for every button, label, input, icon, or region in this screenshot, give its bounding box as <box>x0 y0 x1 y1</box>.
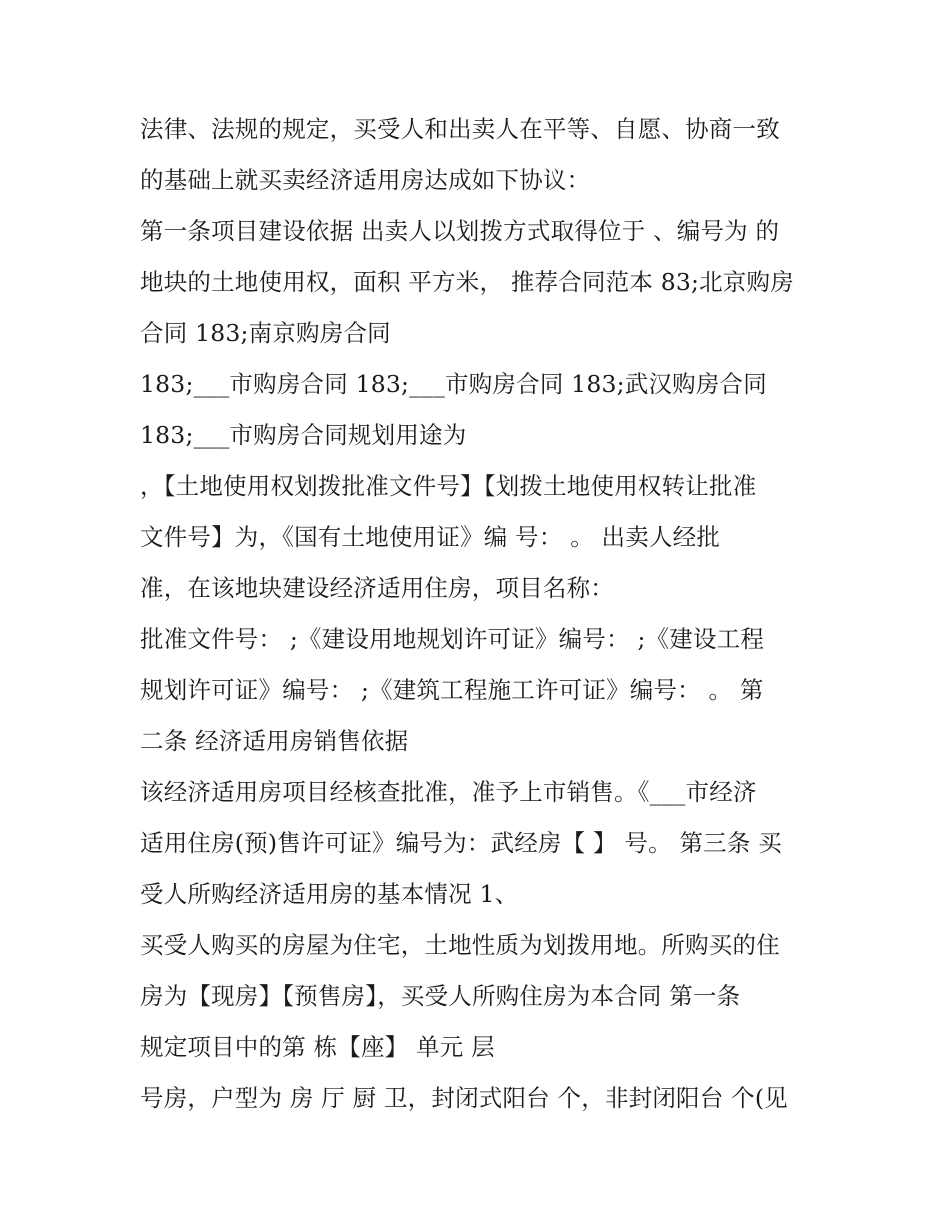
text-line: 批准文件号： ;《建设用地规划许可证》编号： ;《建设工程 <box>140 625 765 653</box>
text-line: 的基础上就买卖经济适用房达成如下协议： <box>140 166 591 194</box>
text-line: 合同 183;南京购房合同 <box>140 319 391 347</box>
text-line: 房为【现房】【预售房】，买受人所购住房为本合同 第一条 <box>140 982 741 1010</box>
text-line: 适用住房(预)售许可证》编号为：武经房【 】 号。 第三条 买 <box>140 829 782 857</box>
text-line: 规定项目中的第 栋【座】 单元 层 <box>140 1033 495 1061</box>
text-line: 183;___市购房合同 183;___市购房合同 183;武汉购房合同 <box>140 370 767 398</box>
text-line: ，【土地使用权划拨批准文件号】【划拨土地使用权转让批准 <box>140 472 757 500</box>
text-line: 地块的土地使用权，面积 平方米， 推荐合同范本 83;北京购房 <box>140 268 794 296</box>
text-line: 准，在该地块建设经济适用住房，项目名称： <box>140 574 614 602</box>
text-line: 二条 经济适用房销售依据 <box>140 727 409 755</box>
text-line: 买受人购买的房屋为住宅，土地性质为划拨用地。所购买的住 <box>140 931 780 959</box>
text-line: 受人所购经济适用房的基本情况 1、 <box>140 880 519 908</box>
text-line: 号房，户型为 房 厅 厨 卫，封闭式阳台 个，非封闭阳台 个(见 <box>140 1084 788 1112</box>
text-line: 法律、法规的规定，买受人和出卖人在平等、自愿、协商一致 <box>140 115 780 143</box>
text-line: 文件号】为，《国有土地使用证》编 号： 。 出卖人经批 <box>140 523 721 551</box>
text-line: 第一条项目建设依据 出卖人以划拨方式取得位于 、编号为 的 <box>140 217 780 245</box>
text-line: 规划许可证》编号： ;《建筑工程施工许可证》编号： 。 第 <box>140 676 764 704</box>
text-line: 183;___市购房合同规划用途为 <box>140 421 467 449</box>
text-line: 该经济适用房项目经核查批准，准予上市销售。《___市经济 <box>140 778 757 806</box>
contract-body-text <box>140 104 830 1124</box>
